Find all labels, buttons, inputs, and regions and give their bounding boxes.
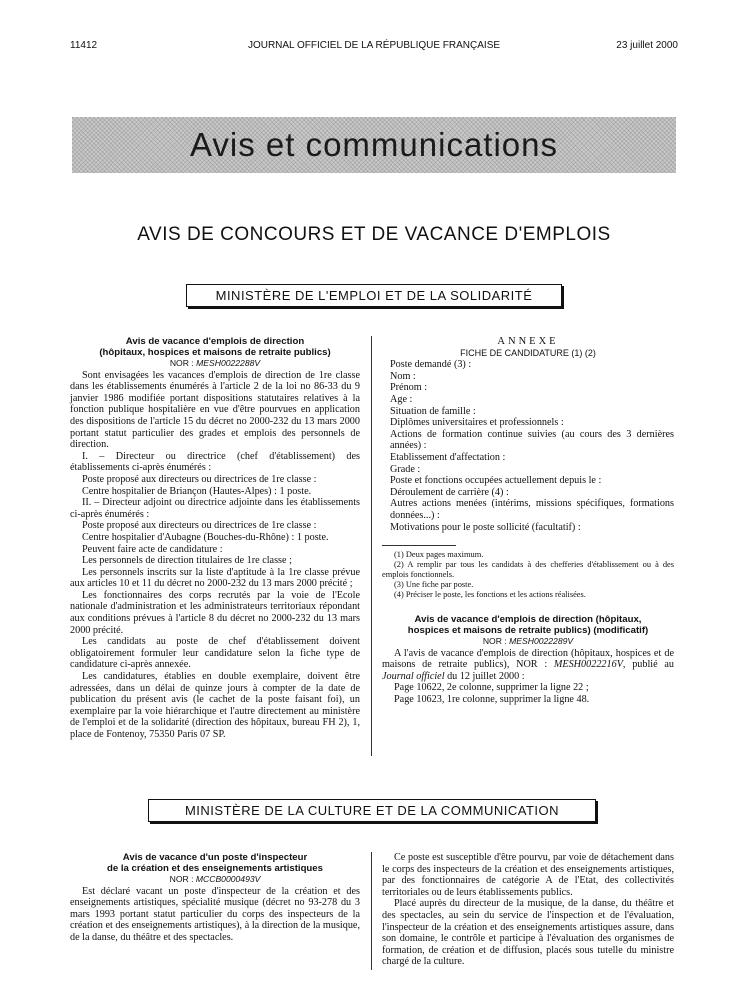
form-field: Situation de famille :: [390, 405, 476, 417]
paragraph: I. – Directeur ou directrice (chef d'établissement) des établissements ci-après énumérés :: [70, 450, 360, 474]
notice-title-line1: Avis de vacance d'emplois de direction (hôpitaux,: [414, 614, 642, 626]
form-field: Déroulement de carrière (4) :: [390, 486, 509, 498]
form-field: Grade :: [390, 463, 421, 475]
annexe-title: ANNEXE: [497, 336, 559, 347]
paragraph: Ce poste est susceptible d'être pourvu, par voie de détachement dans le corps des inspecteurs de la création et des enseignements artistiques, par des fonctionnaires de catégorie A de l'Etat, des collectivités territoriales ou de leurs établissements publics.: [382, 852, 674, 898]
footnote: (3) Une fiche par poste.: [394, 580, 474, 590]
footnotes: [382, 550, 674, 600]
paragraph: Les personnels de direction titulaires de 1re classe ;: [82, 555, 292, 567]
paragraph: Poste proposé aux directeurs ou directrices de 1re classe :: [82, 520, 317, 532]
footnote: (1) Deux pages maximum.: [394, 550, 484, 560]
paragraph: Poste proposé aux directeurs ou directrices de 1re classe :: [82, 473, 317, 485]
column-divider: [371, 852, 372, 970]
paragraph: Les candidats au poste de chef d'établissement doivent obligatoirement formuler leur candidature selon la fiche type de candidature ci-après annexée.: [70, 636, 360, 671]
form-field: Actions de formation continue suivies (au cours des 3 dernières années) :: [390, 428, 674, 452]
paragraph: Est déclaré vacant un poste d'inspecteur de la création et des enseignements artistiques, spécialité musique (décret no 93-278 du 3 mars 1993 portant statut particulier du corps des inspecteurs de la création et des enseignements artistiques), à la direction de la musique, de la danse, du théâtre et des spectacles.: [70, 885, 360, 943]
nor-reference: NOR : MESH0022289V: [482, 636, 574, 647]
nor-reference: NOR : MCCB0000493V: [169, 874, 261, 884]
paragraph: Les personnels inscrits sur la liste d'aptitude à la 1re classe prévue aux articles 10 et 11 du décret no 2000-232 du 13 mars 2000 précité ;: [70, 566, 360, 590]
form-field: Prénom :: [390, 382, 428, 394]
paragraph: Placé auprès du directeur de la musique, de la danse, du théâtre et des spectacles, au sein du service de l'inspection et de l'évaluation, l'inspecteur de la création et des enseignements artistiques assure, dans son domaine, le contrôle et participe à l'évaluation des organismes de formation, de création et de diffusion, placés sous tutelle du ministre chargé de la culture.: [382, 898, 674, 968]
ministry-heading-employment: MINISTÈRE DE L'EMPLOI ET DE LA SOLIDARITÉ: [186, 284, 562, 307]
left-column-employment: [70, 336, 360, 741]
footnote: (2) A remplir par tous les candidats à des chefferies d'établissement ou à des emplois fonctionnels.: [382, 560, 674, 580]
notice-title-line2: (hôpitaux, hospices et maisons de retraite publics): [99, 347, 331, 358]
form-field: Poste et fonctions occupées actuellement depuis le :: [390, 475, 602, 487]
section-banner: [72, 117, 676, 173]
paragraph: A l'avis de vacance d'emplois de direction (hôpitaux, hospices et de maisons de retraite publics), NOR : MESH0022216V, publié au Journal officiel du 12 juillet 2000 :: [382, 647, 674, 682]
paragraph: II. – Directeur adjoint ou directrice adjointe dans les établissements ci-après énumérés :: [70, 497, 360, 520]
main-title: AVIS DE CONCOURS ET DE VACANCE D'EMPLOIS: [137, 224, 611, 245]
form-field: Autres actions menées (intérims, missions spécifiques, formations données...) :: [390, 498, 674, 521]
form-field: Motivations pour le poste sollicité (facultatif) :: [390, 521, 581, 533]
form-field: Poste demandé (3) :: [390, 359, 472, 371]
form-field: Diplômes universitaires et professionnels :: [390, 417, 564, 429]
notice-title-line2: de la création et des enseignements artistiques: [107, 863, 323, 874]
candidature-form: [382, 359, 674, 533]
paragraph: Page 10622, 2e colonne, supprimer la ligne 22 ;: [394, 682, 589, 694]
fiche-title: FICHE DE CANDIDATURE (1) (2): [460, 347, 596, 358]
form-field: Age :: [390, 393, 413, 405]
footnote: (4) Préciser le poste, les fonctions et les actions réalisées.: [394, 590, 586, 600]
issue-date: 23 juillet 2000: [616, 40, 678, 51]
paragraph: Centre hospitalier d'Aubagne (Bouches-du-Rhône) : 1 poste.: [82, 531, 329, 543]
page-header: [70, 40, 678, 54]
paragraph: Centre hospitalier de Briançon (Hautes-Alpes) : 1 poste.: [82, 485, 312, 497]
notice-title-line1: Avis de vacance d'emplois de direction: [125, 336, 305, 347]
paragraph: Page 10623, 1re colonne, supprimer la ligne 48.: [394, 694, 590, 706]
paragraph: Sont envisagées les vacances d'emplois de direction de 1re classe dans les établissements énumérés à l'article 2 de la loi no 86-33 du 9 janvier 1986 modifiée portant dispositions statutaires relatives à la fonction publique hospitalière en vue d'être pourvues en application des dispositions de l'article 15 du décret no 2000-232 du 13 mars 2000 portant statut particulier des grades et emplois des personnels de direction.: [70, 369, 360, 451]
paragraph: Les fonctionnaires des corps recrutés par la voie de l'Ecole nationale d'administration et les administrateurs territoriaux répondant aux conditions prévues à l'article 8 du décret no 2000-232 du 13 mars 2000 précité.: [70, 589, 360, 636]
footnote-rule: [382, 545, 456, 546]
paragraph: Peuvent faire acte de candidature :: [82, 543, 223, 555]
banner-title: Avis et communications: [189, 126, 559, 163]
right-column-annexe: [382, 336, 674, 706]
form-field: Etablissement d'affectation :: [390, 451, 506, 463]
notice-title-line1: Avis de vacance d'un poste d'inspecteur: [122, 852, 308, 863]
form-field: Nom :: [390, 370, 416, 382]
notice-title-line2: hospices et maisons de retraite publics) (modificatif): [407, 625, 649, 637]
nor-reference: NOR : MESH0022288V: [169, 358, 261, 368]
page-number: 11412: [70, 40, 98, 51]
ministry-heading-culture: MINISTÈRE DE LA CULTURE ET DE LA COMMUNICATION: [148, 799, 596, 822]
left-column-culture: [70, 852, 360, 944]
right-column-culture: [382, 852, 674, 968]
column-divider: [371, 336, 372, 756]
journal-title: JOURNAL OFFICIEL DE LA RÉPUBLIQUE FRANÇAISE: [247, 40, 501, 51]
paragraph: Les candidatures, établies en double exemplaire, doivent être adressées, dans un délai de quinze jours à compter de la date de publication du présent avis (le cachet de la poste faisant foi), un exemplaire par la voie hiérarchique et l'autre directement au ministère de l'emploi et de la solidarité (direction des hôpitaux, bureau FH 2), 1, place de Fontenoy, 75350 Paris 07 SP.: [70, 671, 360, 740]
